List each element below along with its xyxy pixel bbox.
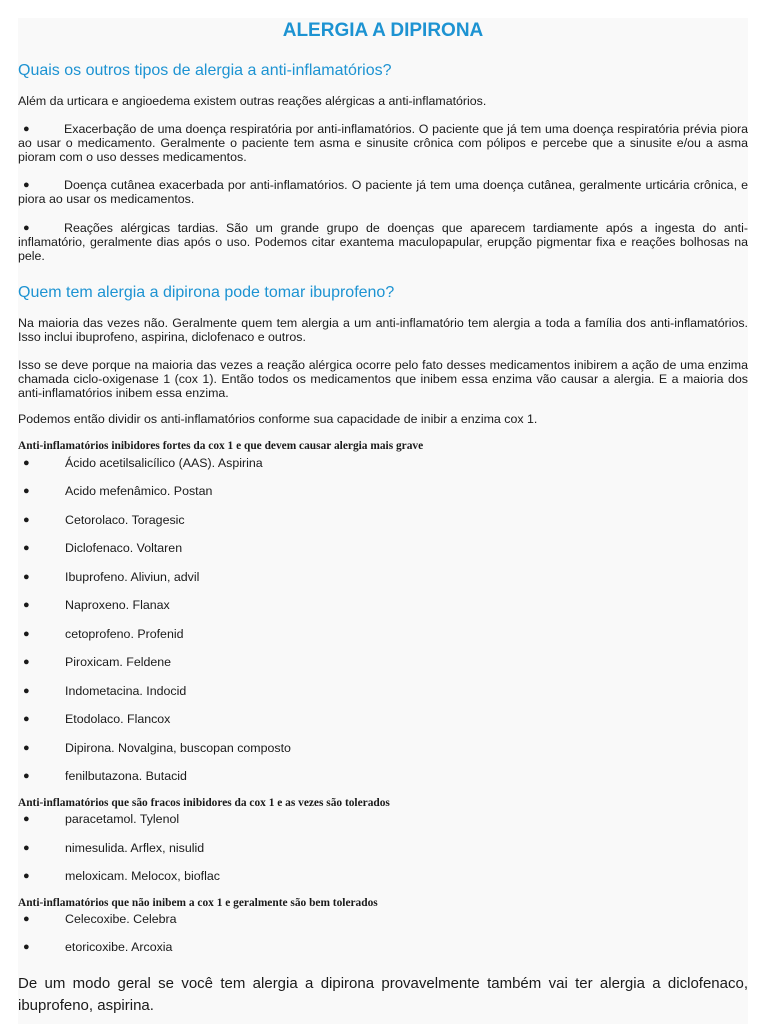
bullet-icon: ● [23, 222, 30, 234]
bullet-icon: ● [23, 913, 30, 925]
bullet-icon: ● [23, 179, 30, 191]
bullet-item [18, 122, 748, 164]
list-item-text: Diclofenaco. Voltaren [65, 541, 183, 555]
list-item-text: etoricoxibe. Arcoxia [65, 940, 173, 954]
list-item-text: Ibuprofeno. Aliviun, advil [65, 570, 200, 584]
bullet-icon: ● [23, 457, 30, 469]
list-item-text: Indometacina. Indocid [65, 684, 187, 698]
bullet-icon: ● [23, 599, 30, 611]
intro-paragraph: Além da urticara e angioedema existem outras reações alérgicas a anti-inflamatórios. [18, 94, 487, 108]
paragraph-1: Na maioria das vezes não. Geralmente quem tem alergia a um anti-inflamatório tem alergia a toda a família dos anti-inflamatórios. Isso inclui ibuprofeno, aspirina, diclofenaco e outros. [18, 316, 748, 344]
bullet-item [18, 221, 748, 263]
bullet-icon: ● [23, 656, 30, 668]
bullet-icon: ● [23, 742, 30, 754]
bullet-icon: ● [23, 713, 30, 725]
bullet-text: Exacerbação de uma doença respiratória por anti-inflamatórios. O paciente que já tem uma doença respiratória prévia piora ao usar o medicamento. Geralmente o paciente tem asma e sinusite crônica com pólipos e percebe que a sinusite e/ou a asma pioram com o uso desses medicamentos. [18, 122, 748, 164]
list-item-text: Naproxeno. Flanax [65, 598, 170, 612]
list-item-text: nimesulida. Arflex, nisulid [65, 841, 205, 855]
list-item-text: Ácido acetilsalicílico (AAS). Aspirina [65, 456, 263, 470]
bullet-icon: ● [23, 485, 30, 497]
list-item-text: cetoprofeno. Profenid [65, 627, 184, 641]
section-heading-other-allergies: Quais os outros tipos de alergia a anti-inflamatórios? [18, 62, 392, 79]
paragraph-3: Podemos então dividir os anti-inflamatórios conforme sua capacidade de inibir a enzima cox 1. [18, 412, 538, 426]
group1-title: Anti-inflamatórios inibidores fortes da cox 1 e que devem causar alergia mais grave [18, 440, 424, 452]
bullet-icon: ● [23, 123, 30, 135]
group3-title: Anti-inflamatórios que não inibem a cox 1 e geralmente são bem tolerados [18, 897, 378, 909]
bullet-icon: ● [23, 813, 30, 825]
bullet-item [18, 178, 748, 206]
paragraph-2: Isso se deve porque na maioria das vezes a reação alérgica ocorre pelo fato desses medicamentos inibirem a ação de uma enzima chamada ciclo-oxigenase 1 (cox 1). Então todos os medicamentos que inibem essa enzima vão causar a alergia. E a maioria dos anti-inflamatórios inibem essa enzima. [18, 358, 748, 400]
list-item-text: Acido mefenâmico. Postan [65, 484, 213, 498]
list-item-text: Celecoxibe. Celebra [65, 912, 177, 926]
list-item-text: Piroxicam. Feldene [65, 655, 172, 669]
group2-title: Anti-inflamatórios que são fracos inibidores da cox 1 e as vezes são tolerados [18, 797, 390, 809]
bullet-icon: ● [23, 514, 30, 526]
bullet-text: Doença cutânea exacerbada por anti-inflamatórios. O paciente já tem uma doença cutânea, geralmente urticária crônica, e piora ao usar os medicamentos. [18, 178, 748, 206]
list-item-text: Etodolaco. Flancox [65, 712, 171, 726]
document-page [18, 18, 748, 1024]
list-item-text: Cetorolaco. Toragesic [65, 513, 185, 527]
list-item-text: Dipirona. Novalgina, buscopan composto [65, 741, 291, 755]
bullet-icon: ● [23, 571, 30, 583]
page-title: ALERGIA A DIPIRONA [282, 20, 484, 41]
bullet-icon: ● [23, 842, 30, 854]
section-heading-ibuprofen: Quem tem alergia a dipirona pode tomar ibuprofeno? [18, 284, 395, 301]
bullet-icon: ● [23, 542, 30, 554]
bullet-icon: ● [23, 628, 30, 640]
list-item-text: fenilbutazona. Butacid [65, 769, 187, 783]
list-item-text: paracetamol. Tylenol [65, 812, 180, 826]
bullet-icon: ● [23, 870, 30, 882]
bullet-icon: ● [23, 770, 30, 782]
conclusion-paragraph: De um modo geral se você tem alergia a dipirona provavelmente também vai ter alergia a diclofenaco, ibuprofeno, aspirina. [18, 975, 748, 1014]
bullet-icon: ● [23, 685, 30, 697]
bullet-text: Reações alérgicas tardias. São um grande grupo de doenças que aparecem tardiamente após a ingesta do anti-inflamatório, geralmente dias após o uso. Podemos citar exantema maculopapular, erupção pigmentar fixa e reações bolhosas na pele. [18, 221, 748, 263]
list-item-text: meloxicam. Melocox, bioflac [65, 869, 220, 883]
bullet-icon: ● [23, 941, 30, 953]
